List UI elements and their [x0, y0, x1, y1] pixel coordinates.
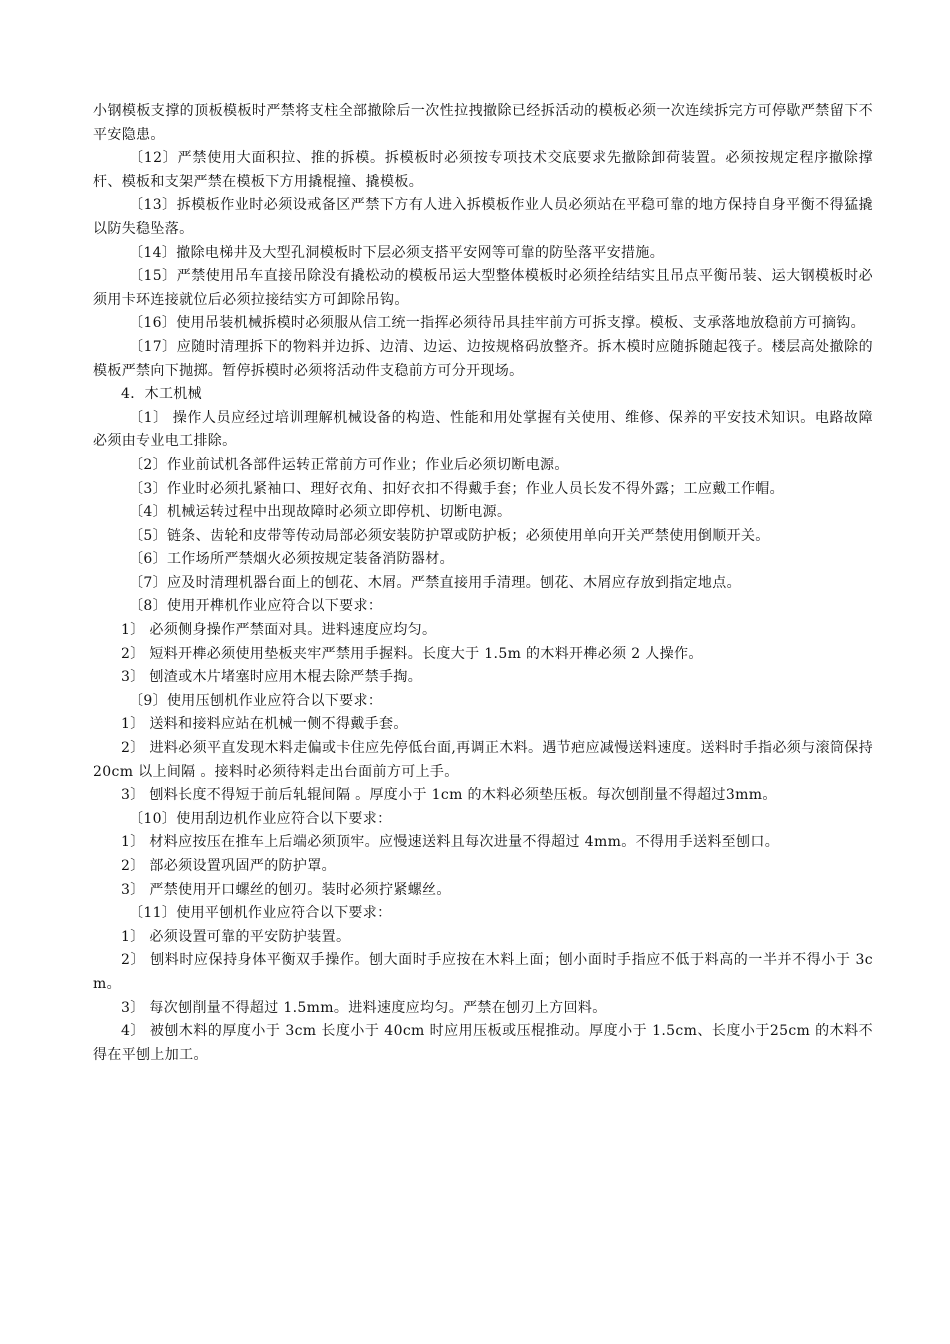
list-item-thicknesser-3: 3〕 刨料长度不得短于前后轧辊间隔 。厚度小于 1cm 的木料必须垫压板。每次刨削量不得超过3mm。: [121, 787, 777, 804]
paragraph-continuation: 小钢模板支撑的顶板模板时严禁将支柱全部撤除后一次性拉拽撤除已经拆活动的模板必须一次连续拆完方可停歇严禁留下不平安隐患。: [93, 103, 873, 143]
paragraph-item-16: 〔16〕使用吊装机械拆模时必须服从信工统一指挥必须待吊具挂牢前方可拆支撑。模板、支承落地放稳前方可摘钩。: [129, 315, 866, 332]
list-item-planer-2: 2〕 刨料时应保持身体平衡双手操作。刨大面时手应按在木料上面；刨小面时手指应不低于料高的一半并不得小于 3cm。: [93, 952, 873, 992]
list-item-edger-1: 1〕 材料应按压在推车上后端必须顶牢。应慢速送料且每次进量不得超过 4mm。不得用手送料至刨口。: [121, 834, 780, 851]
list-item-thicknesser-1: 1〕 送料和接料应站在机械一侧不得戴手套。: [121, 716, 408, 733]
list-item-planer-1: 1〕 必须设置可靠的平安防护装置。: [121, 928, 351, 945]
list-item-planer-4: 4〕 被刨木料的厚度小于 3cm 长度小于 40cm 时应用压板或压棍推动。厚度小于 1.5cm、长度小于25cm 的木料不得在平刨上加工。: [93, 1023, 873, 1063]
paragraph-machine-6: 〔6〕工作场所严禁烟火必须按规定装备消防器材。: [129, 551, 454, 568]
list-item-edger-2: 2〕 部必须设置巩固严的防护罩。: [121, 858, 336, 874]
paragraph-machine-4: 〔4〕机械运转过程中出现故障时必须立即停机、切断电源。: [129, 504, 512, 521]
paragraph-machine-11: 〔11〕使用平刨机作业应符合以下要求：: [129, 905, 392, 922]
paragraph-machine-1: 〔1〕 操作人员应经过培训理解机械设备的构造、性能和用处掌握有关使用、维修、保养的平安技术知识。电路故障必须由专业电工排除。: [93, 409, 873, 450]
paragraph-machine-2: 〔2〕作业前试机各部件运转正常前方可作业；作业后必须切断电源。: [129, 456, 569, 473]
paragraph-machine-9: 〔9〕使用压刨机作业应符合以下要求：: [129, 692, 383, 709]
paragraph-item-14: 〔14〕撤除电梯井及大型孔洞模板时下层必须支搭平安网等可靠的防坠落平安措施。: [129, 244, 665, 261]
document-body: [93, 100, 873, 1067]
list-item-thicknesser-2: 2〕 进料必须平直发现木料走偏或卡住应先停低台面,再调正木料。遇节疤应减慢送料速度。送料时手指必须与滚筒保持 20cm 以上间隔 。接料时必须待料走出台面前方可上手。: [93, 740, 873, 780]
list-item-tenoner-2: 2〕 短料开榫必须使用垫板夹牢严禁用手握料。长度大于 1.5m 的木料开榫必须 2 人操作。: [121, 645, 703, 662]
paragraph-machine-3: 〔3〕作业时必须扎紧袖口、理好衣角、扣好衣扣不得戴手套；作业人员长发不得外露；工应戴工作帽。: [129, 480, 785, 497]
section-heading-woodworking-machinery: 4．木工机械: [121, 386, 203, 403]
list-item-tenoner-3: 3〕 刨渣或木片堵塞时应用木棍去除严禁手掏。: [121, 669, 423, 686]
paragraph-item-13: 〔13〕拆模板作业时必须设戒备区严禁下方有人进入拆模板作业人员必须站在平稳可靠的地方保持自身平衡不得猛撬以防失稳坠落。: [93, 197, 873, 237]
paragraph-item-17: 〔17〕应随时清理拆下的物料并边拆、边清、边运、边按规格码放整齐。拆木模时应随拆随起筏子。楼层高处撤除的模板严禁向下抛掷。暂停拆模时必须将活动件支稳前方可分开现场。: [93, 338, 873, 379]
paragraph-machine-7: 〔7〕应及时清理机器台面上的刨花、木屑。严禁直接用手清理。刨花、木屑应存放到指定地点。: [129, 574, 741, 591]
list-item-planer-3: 3〕 每次刨削量不得超过 1.5mm。进料速度应均匀。严禁在刨刃上方回料。: [121, 999, 607, 1016]
paragraph-item-15: 〔15〕严禁使用吊车直接吊除没有撬松动的模板吊运大型整体模板时必须拴结结实且吊点平衡吊装、运大钢模板时必须用卡环连接就位后必须拉接结实方可卸除吊钩。: [93, 268, 873, 308]
list-item-tenoner-1: 1〕 必须侧身操作严禁面对具。进料速度应均匀。: [121, 622, 437, 639]
paragraph-machine-8: 〔8〕使用开榫机作业应符合以下要求：: [129, 598, 383, 615]
list-item-edger-3: 3〕 严禁使用开口螺丝的刨刃。装时必须拧紧螺丝。: [121, 881, 451, 898]
paragraph-machine-10: 〔10〕使用刮边机作业应符合以下要求：: [129, 810, 392, 827]
paragraph-item-12: 〔12〕严禁使用大面积拉、推的拆模。拆模板时必须按专项技术交底要求先撤除卸荷装置。必须按规定程序撤除撑杆、模板和支架严禁在模板下方用撬棍撞、撬模板。: [93, 150, 873, 190]
paragraph-machine-5: 〔5〕链条、齿轮和皮带等传动局部必须安装防护罩或防护板；必须使用单向开关严禁使用倒顺开关。: [129, 527, 770, 544]
